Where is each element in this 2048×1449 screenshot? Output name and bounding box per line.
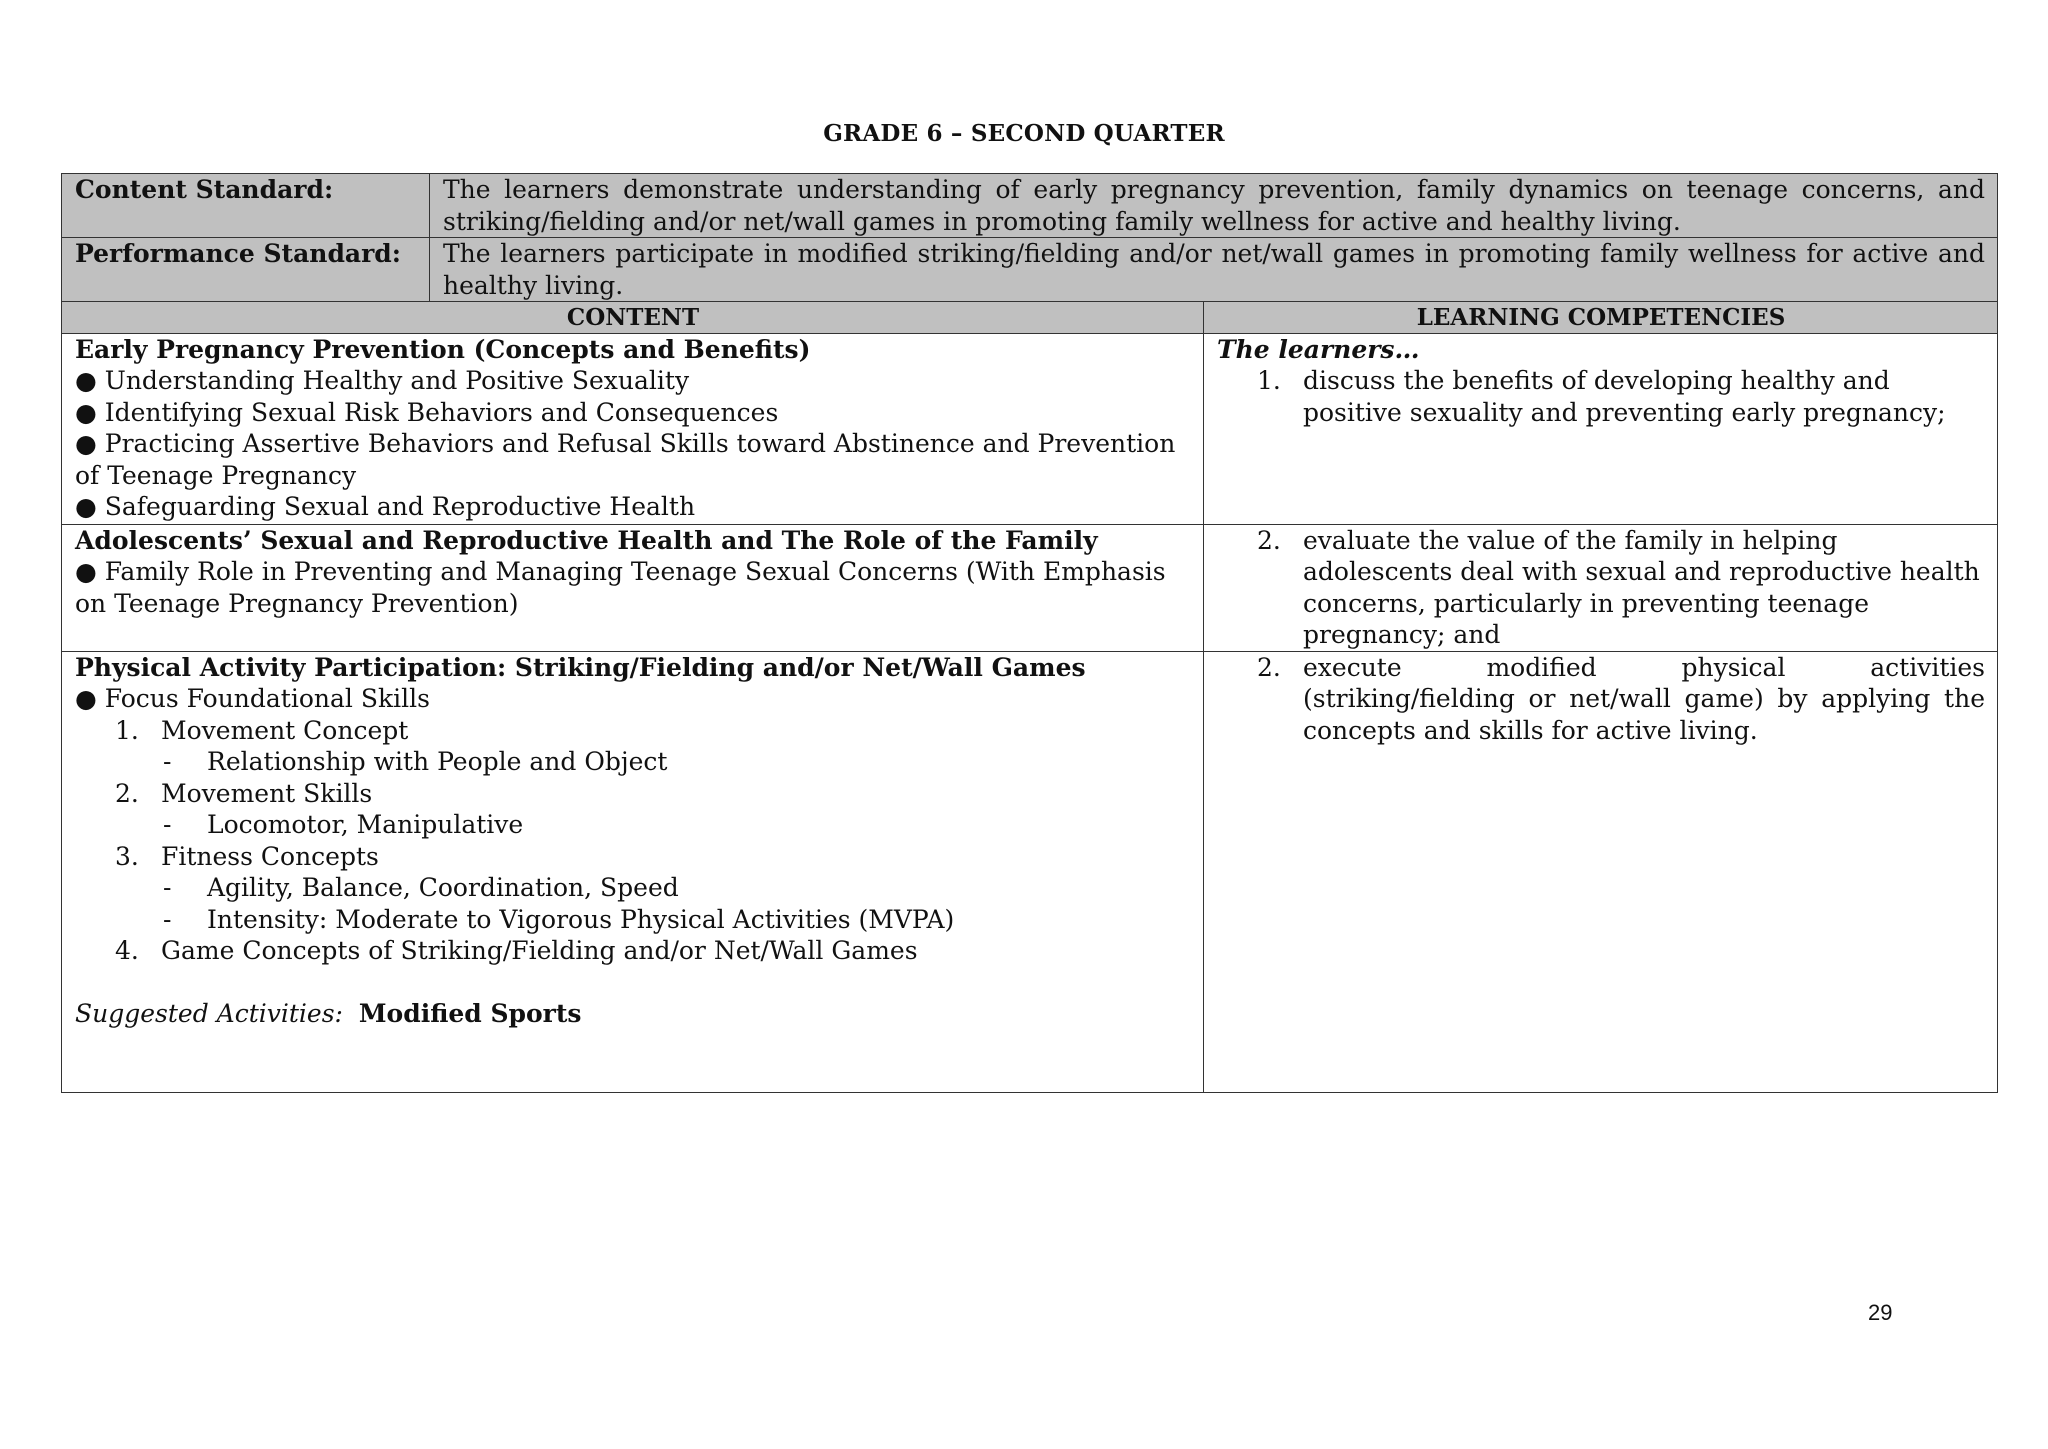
sub-item xyxy=(75,904,1191,936)
numbered-item xyxy=(75,715,1191,747)
table-row xyxy=(62,651,1998,1092)
item-label: Movement Skills xyxy=(161,778,373,808)
competency-cell xyxy=(1204,333,1998,524)
competency-text-line: execute modified physical activities xyxy=(1303,652,1985,682)
standards-table xyxy=(61,173,1998,302)
page-number: 29 xyxy=(1868,1300,1893,1325)
content-cell xyxy=(62,333,1204,524)
competency-intro: The learners… xyxy=(1217,334,1420,364)
content-header: CONTENT xyxy=(62,301,1204,333)
content-standard-label: Content Standard: xyxy=(62,174,430,238)
suggested-activities xyxy=(75,998,1191,1030)
row-heading: Adolescents’ Sexual and Reproductive Health and The Role of the Family xyxy=(75,525,1098,555)
table-row xyxy=(62,524,1998,651)
competency-number: 2. xyxy=(1257,525,1281,555)
suggested-activities-label: Suggested Activities: xyxy=(75,998,343,1028)
competency-number: 2. xyxy=(1257,652,1281,682)
competency-text: discuss the benefits of developing healthy and positive sexuality and preventing early pregnancy; xyxy=(1303,366,1946,427)
sub-item xyxy=(75,746,1191,778)
sub-item-text: Locomotor, Manipulative xyxy=(207,810,524,839)
item-number: 3. xyxy=(115,841,139,871)
content-cell xyxy=(62,524,1204,651)
competency-number: 1. xyxy=(1257,366,1281,395)
content-standard-text: The learners demonstrate understanding of early pregnancy prevention, family dynamics on teenage concerns, and striking/fielding and/or net/wall games in promoting family wellness for active and healthy living. xyxy=(430,174,1998,238)
list-item: ● Safeguarding Sexual and Reproductive Health xyxy=(75,492,696,521)
numbered-item xyxy=(75,778,1191,810)
curriculum-document xyxy=(61,173,1998,1093)
dash-marker: - xyxy=(163,810,172,839)
performance-standard-row xyxy=(62,238,1998,302)
content-cell xyxy=(62,651,1204,1092)
item-number: 1. xyxy=(115,715,139,745)
row-heading: Physical Activity Participation: Striking/Fielding and/or Net/Wall Games xyxy=(75,652,1086,682)
row-heading: Early Pregnancy Prevention (Concepts and Benefits) xyxy=(75,334,811,364)
list-item: ● Understanding Healthy and Positive Sexuality xyxy=(75,366,690,395)
numbered-item xyxy=(75,841,1191,873)
list-item: ● Practicing Assertive Behaviors and Refusal Skills toward Abstinence and Prevention of Teenage Pregnancy xyxy=(75,429,1176,490)
sub-item xyxy=(75,809,1191,841)
sub-item-text: Relationship with People and Object xyxy=(207,747,668,776)
content-standard-row xyxy=(62,174,1998,238)
item-number: 4. xyxy=(115,936,139,965)
competency-item xyxy=(1217,652,1985,747)
page-title: GRADE 6 – SECOND QUARTER xyxy=(823,120,1225,147)
competency-text-block xyxy=(1303,652,1985,747)
dash-marker: - xyxy=(163,904,172,934)
performance-standard-label: Performance Standard: xyxy=(62,238,430,302)
item-label: Movement Concept xyxy=(161,715,409,745)
content-table xyxy=(61,301,1998,1093)
list-item: ● Family Role in Preventing and Managing Teenage Sexual Concerns (With Emphasis on Teenage Pregnancy Prevention) xyxy=(75,557,1166,618)
competency-text: (striking/fielding or net/wall game) by applying the concepts and skills for active living. xyxy=(1303,684,1985,745)
performance-standard-text: The learners participate in modified striking/fielding and/or net/wall games in promoting family wellness for active and healthy living. xyxy=(430,238,1998,302)
competency-cell xyxy=(1204,651,1998,1092)
dash-marker: - xyxy=(163,873,172,902)
table-row xyxy=(62,333,1998,524)
competency-item xyxy=(1217,525,1985,651)
table-header-row xyxy=(62,301,1998,333)
competency-text: evaluate the value of the family in helping adolescents deal with sexual and reproductive health concerns, particularly in preventing teenage pregnancy; and xyxy=(1303,525,1980,649)
item-label: Game Concepts of Striking/Fielding and/or Net/Wall Games xyxy=(161,936,918,965)
item-label: Fitness Concepts xyxy=(161,841,379,871)
competency-cell xyxy=(1204,524,1998,651)
dash-marker: - xyxy=(163,747,172,776)
sub-item-text: Agility, Balance, Coordination, Speed xyxy=(207,873,679,902)
item-number: 2. xyxy=(115,778,139,808)
list-item: ● Focus Foundational Skills xyxy=(75,684,430,713)
competency-item xyxy=(1217,365,1985,428)
competencies-header: LEARNING COMPETENCIES xyxy=(1204,301,1998,333)
sub-item-text: Intensity: Moderate to Vigorous Physical Activities (MVPA) xyxy=(207,904,955,934)
numbered-item xyxy=(75,935,1191,967)
list-item: ● Identifying Sexual Risk Behaviors and Consequences xyxy=(75,397,779,427)
suggested-activities-value: Modified Sports xyxy=(358,998,582,1028)
sub-item xyxy=(75,872,1191,904)
